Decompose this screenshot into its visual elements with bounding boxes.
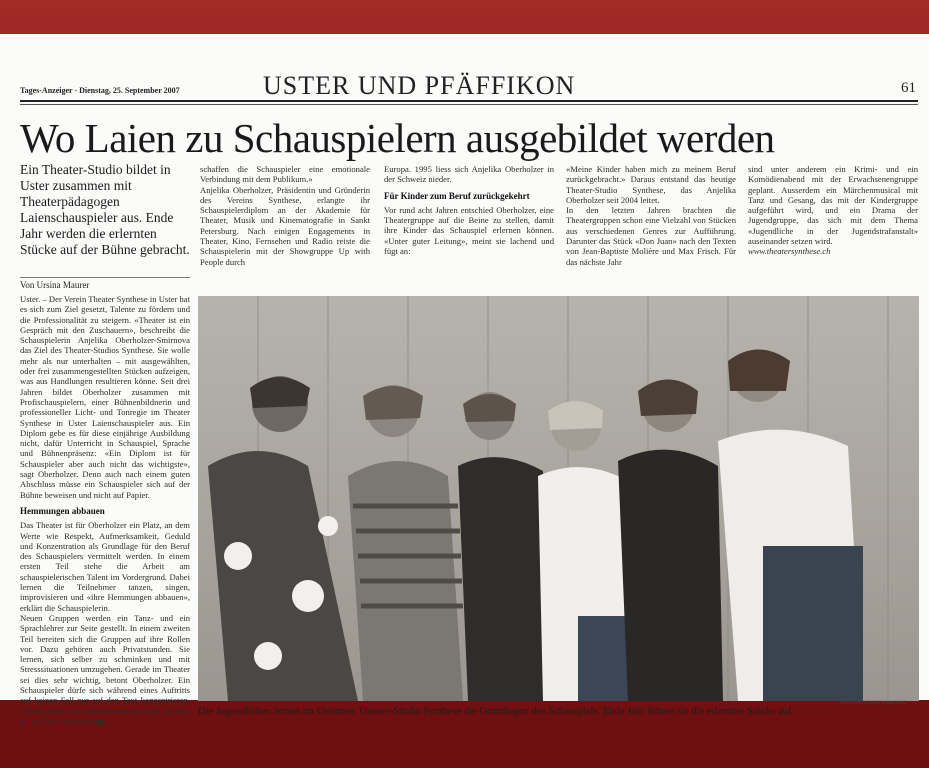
column-4-paragraph-2: In den letzten Jahren brachten die Theatergruppen schon eine Vielzahl von Stücken aus verschiedenen Genres zur Aufführung. Darunter das Stück «Don Juan» nach den Texten von Jean-Baptiste Molière und Max Frisch. Für das nächste Jahr [566, 205, 736, 267]
person-5 [618, 380, 723, 702]
column-2-paragraph-1: schaffen die Schauspieler eine emotionale Verbindung mit dem Publikum.» [200, 164, 370, 185]
column-1-paragraph-2: Das Theater ist für Oberholzer ein Platz, an dem Werte wie Respekt, Aufmerksamkeit, Geduld und Konzentration als Grundlage für den Beruf des Schauspielers vermittelt werden. In einem ersten Teil stehe die Arbeit am schauspielerischen Talent im Vordergrund. Dabei lernen die Teilnehmer tanzen, singen, improvisieren und «ihre Hemmungen abbauen», erklärt die Schauspielerin. [20, 520, 190, 613]
photo-caption: Die Jugendlichen lernen im Ustermer Theater-Studio Synthese die Grundlagen des Schauspiels. Ende Jahr führen sie die erlernten Stücke auf. [198, 706, 795, 717]
headline: Wo Laien zu Schauspielern ausgebildet werden [20, 115, 775, 161]
column-3-paragraph-1: Europa. 1995 liess sich Anjelika Oberholzer in der Schweiz nieder. [384, 164, 554, 185]
person-3 [458, 392, 548, 701]
masthead-rule [20, 100, 918, 102]
article-column-1 [20, 294, 190, 726]
byline-divider [20, 277, 190, 278]
article-column-3 [384, 164, 554, 256]
masthead-rule-thin [20, 104, 918, 105]
column-4-paragraph-1: «Meine Kinder haben mich zu meinem Beruf zurückgebracht.» Daraus entstand das heutige Theater-Studio Synthese, das Anjelika Oberholzer seit 2004 leitet. [566, 164, 736, 205]
photo-credit: BILD CHRISTOPH KAMINSKI [840, 701, 907, 706]
subhead-hemmungen: Hemmungen abbauen [20, 505, 105, 516]
photo-illustration [198, 296, 919, 701]
website-link[interactable]: www.theatersynthese.ch [748, 246, 831, 257]
newspaper-page [0, 34, 929, 726]
page-number: 61 [901, 80, 916, 96]
article-column-4 [566, 164, 736, 267]
column-1-paragraph-3: Neuen Gruppen werden ein Tanz- und ein Sprachlehrer zur Seite gestellt. In einem zweiten Teil bereiten sich die Gruppen auf ihre Rollen vor. Dazu gehören auch Privatstunden. Sie lernen, sich selber zu schminken und mit Stresssituationen umzugehen. Gerade im Theater sei dies sehr wichtig, betont Oberholzer. Ein Schauspieler dürfe sich während eines Auftritts auf keinen Fall nur auf den Text konzentrieren. «Vieles findet im Unterbewusstsein statt. In einer guten Theatervorführung [20, 612, 190, 726]
person-6 [718, 350, 863, 702]
subhead-kinder: Für Kinder zum Beruf zurückgekehrt [384, 190, 530, 201]
section-title: USTER UND PFÄFFIKON [263, 71, 576, 100]
byline: Von Ursina Maurer [20, 280, 90, 290]
lead-paragraph: Ein Theater-Studio bildet in Uster zusammen mit Theaterpädagogen Laienschauspieler aus. Ende Jahr werden die erlernten Stücke auf der Bühne gebracht. [20, 162, 190, 257]
person-1 [208, 376, 358, 701]
article-photo [198, 296, 919, 701]
article-column-5 [748, 164, 918, 257]
column-5-paragraph-1: sind unter anderem ein Krimi- und ein Komödienabend mit der Erwachsenengruppe geplant. Ausserdem ein Märchenmusical mit Tanz und Gesang, das mit der Kindergruppe aufgeführt wird, und ein Drama der Jugendgruppe, das sich mit dem Thema «Jugendliche in der Jugendstrafanstalt» auseinander setzen wird. [748, 164, 918, 247]
paper-date: Tages-Anzeiger · Dienstag, 25. September 2007 [20, 86, 180, 95]
column-3-paragraph-2: Vor rund acht Jahren entschied Oberholzer, eine Theatergruppe auf die Beine zu stellen, damit ihre Kinder das Schauspiel erlernen können. «Unter guter Leitung», meint sie lachend und fügt an: [384, 204, 554, 257]
article-column-2 [200, 164, 370, 267]
column-1-paragraph-1: Uster. – Der Verein Theater Synthese in Uster hat es sich zum Ziel gesetzt, Talente zu fördern und die Professionalität zu steigern. «Theater ist ein Gespräch mit den Zuschauern», beschreibt die Schauspielerin Anjelika Oberholzer-Smirnova das Ziel des Theater-Studios Synthese. Sie wolle mehr als nur unterhalten – mit ausgewählten, oder frei zusammengestellten Stücken aufzeigen, was aus Handlungen resultieren könne. Seit drei Jahren bildet Oberholzer zusammen mit Profischauspielern, einer Bühnenbildnerin und professioneller Licht- und Tonregie im Theater Synthese in Uster Laienschauspieler aus. Ein Diplom gebe es für diese einjährige Ausbildung nicht, dafür Unterricht in Schauspiel, Sprache und Bühnenpräsenz: «Ein Diplom ist für Schauspieler aber auch nicht das wichtigste», sagt Oberholzer. Denn auch nach einem guten Abschluss müsse ein Schauspieler sich auf der Bühne beweisen und nicht auf Papier. [20, 294, 190, 500]
column-2-paragraph-2: Anjelika Oberholzer, Präsidentin und Gründerin des Vereins Synthese, erlangte ihr Schauspielerdiplom an der Akademie für Theater, Musik und Kinematografie in Sankt Petersburg. Nach einigen Engagements in Theater, Kino, Fernsehen und Radio reiste die Schauspielerin mit der Showgruppe Up with People durch [200, 184, 370, 267]
person-2 [348, 385, 463, 701]
